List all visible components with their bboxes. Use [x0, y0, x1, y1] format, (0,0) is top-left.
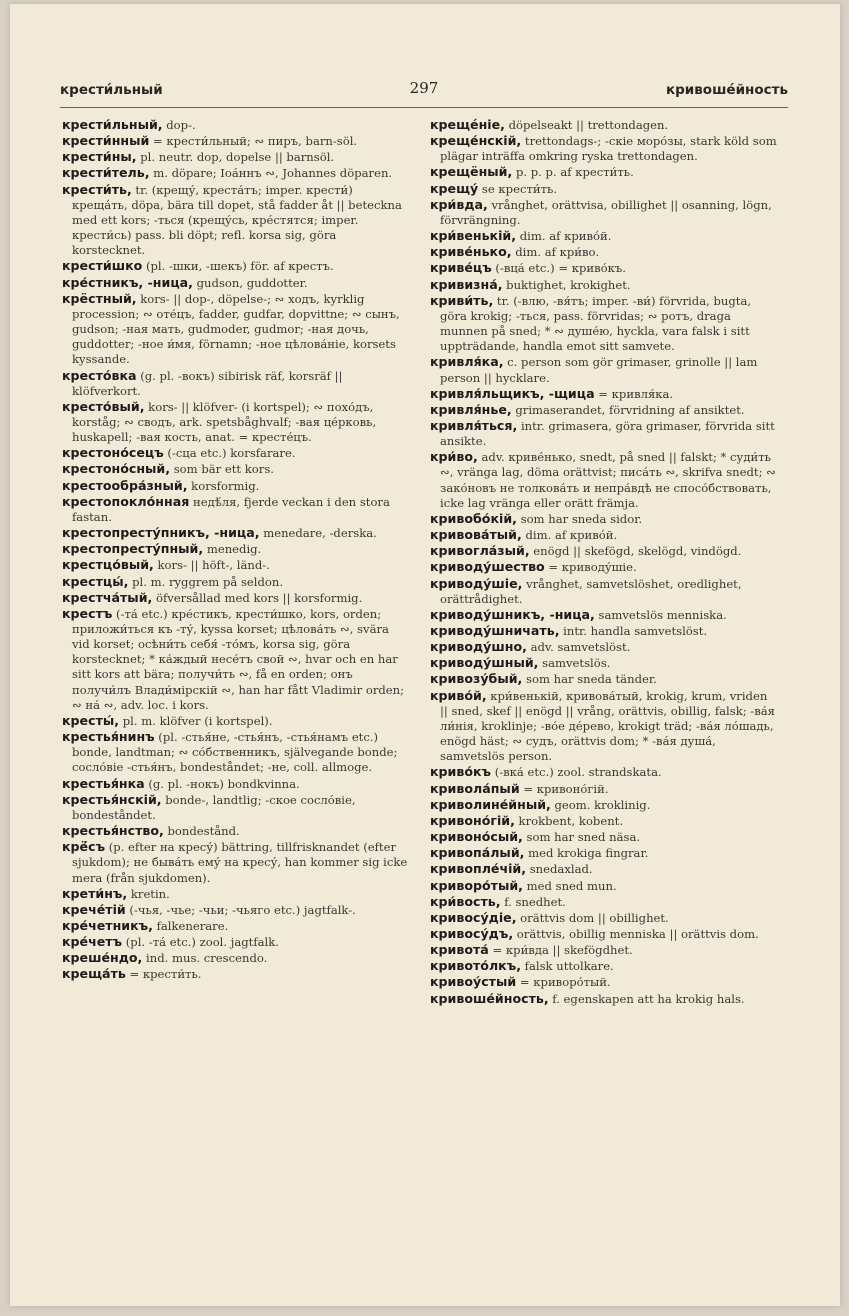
header-divider: [60, 107, 788, 108]
entry-headword: кривозу́бый,: [430, 671, 523, 687]
entry-definition: = кривоно́гій.: [519, 781, 609, 796]
entry-headword: крети́нъ,: [62, 885, 128, 901]
entry-definition: dim. af кривóй.: [516, 229, 612, 244]
entry-headword: кривобо́кій,: [430, 510, 517, 526]
entry-definition: (g. pl. -нокъ) bondkvinna.: [144, 776, 300, 791]
entry-headword: криво́къ: [430, 764, 492, 780]
entry-headword: кре́стникъ, -ница,: [62, 274, 193, 290]
entry-headword: крести́тель,: [62, 165, 150, 181]
entry-definition: (-сца etc.) korsfarare.: [163, 446, 296, 461]
entry-headword: кривизна́,: [430, 276, 503, 292]
entry-headword: кривоше́йность,: [430, 990, 549, 1006]
entry-headword: кресто́вка: [62, 367, 137, 383]
dictionary-entry: [62, 275, 409, 291]
dictionary-entry: [62, 525, 409, 541]
entry-definition: dop-.: [162, 118, 196, 132]
entry-headword: кривля́нье,: [430, 401, 512, 417]
dictionary-entry: [430, 894, 777, 910]
entry-headword: кривола́пый: [430, 780, 520, 796]
dictionary-entry: [62, 165, 409, 181]
entry-headword: кривова́тый,: [430, 527, 522, 543]
entry-definition: buktighet, krokighet.: [502, 277, 631, 292]
entry-definition: som bär ett kors.: [170, 462, 274, 477]
entry-headword: кривля́ться,: [430, 417, 518, 433]
entry-definition: trettondags-; -скіе моро́зы, stark köld som plägar inträffa omkring ryska trettondagen.: [440, 134, 777, 164]
entry-definition: med sned mun.: [522, 878, 617, 893]
entry-definition: vrånghet, orättvisa, obillighet || osanning, lögn, förvrängning.: [440, 197, 772, 227]
entry-definition: geom. kroklinig.: [550, 797, 651, 812]
entry-headword: кресты́,: [62, 712, 120, 728]
entry-headword: крестообра́зный,: [62, 477, 188, 493]
dictionary-entry: [62, 886, 409, 902]
entry-headword: крестья́нскій,: [62, 791, 162, 807]
entry-headword: крещу́: [430, 180, 479, 196]
dictionary-entry: [430, 991, 777, 1007]
entry-definition: snedaxlad.: [526, 862, 593, 877]
dictionary-entry: [430, 386, 777, 402]
entry-headword: кри́вость,: [430, 893, 501, 909]
entry-definition: se крести́ть.: [478, 181, 558, 196]
dictionary-entry: [430, 260, 777, 276]
entry-headword: кре́четъ: [62, 934, 123, 950]
entry-headword: крестья́нинъ: [62, 729, 155, 745]
entry-definition: samvetslös menniska.: [594, 607, 727, 622]
entry-definition: (-вца́ etc.) = криво́къ.: [491, 261, 626, 276]
dictionary-entry: [430, 293, 777, 355]
entry-headword: крестъ: [62, 605, 113, 621]
entry-definition: tr. (крещу́, креста́тъ; imper. крести́) крещáть, döpa, bära till dopet, stå fadder åt || beteckna med ett kors; -ться (крещу́сь, кре́стятся; imper. крести́сь) pass. bli döpt; refl. korsa sig, göra korstecknet.: [72, 182, 402, 258]
entry-definition: falsk uttolkare.: [520, 959, 614, 974]
dictionary-entry: [62, 934, 409, 950]
entry-definition: pl. neutr. dop, dopelse || barnsöl.: [136, 150, 335, 165]
entry-definition: кри́венькій, кривова́тый, krokig, krum, vriden || sned, skef || enögd || vrång, orättvis, obillig, falsk; -ва́я ли́нія, kroklinje; -во́е де́рево, krokigt träd; -ва́я ло́шадь, enögd häst; ∾ судъ, orättvis dom; * -ва́я душа́, samvetslös person.: [440, 688, 775, 764]
entry-headword: кри́вда,: [430, 196, 488, 212]
dictionary-entry: [430, 197, 777, 228]
entry-headword: крестопокло́нная: [62, 493, 190, 509]
entry-definition: = кривля́ка.: [594, 386, 674, 401]
entry-definition: недѣ́ля, fjerde veckan i den stora fastan.: [72, 494, 390, 524]
entry-definition: grimaserandet, förvridning af ansiktet.: [511, 402, 745, 417]
entry-definition: kors- || höft-, länd-.: [153, 558, 270, 573]
entry-headword: криводу́шный,: [430, 655, 539, 671]
dictionary-entry: [430, 910, 777, 926]
entry-definition: dim. af кривóй.: [521, 528, 618, 543]
dictionary-entry: [430, 181, 777, 197]
dictionary-entry: [430, 639, 777, 655]
entry-definition: bondestånd.: [163, 824, 240, 839]
dictionary-entry: [62, 133, 409, 149]
entry-headword: криводу́шіе,: [430, 575, 523, 591]
dictionary-entry: [62, 291, 409, 368]
entry-definition: m. döpare; Іоа́ннъ ∾, Johannes döparen.: [149, 166, 393, 181]
entry-definition: = крести́ть.: [125, 967, 202, 982]
dictionary-entry: [62, 149, 409, 165]
entry-headword: крестоно́сецъ: [62, 445, 164, 461]
entry-headword: криводу́шникъ, -ница,: [430, 606, 595, 622]
entry-headword: крестопресту́пникъ, -ница,: [62, 525, 260, 541]
entry-definition: vrånghet, samvetslöshet, oredlighet, orättrådighet.: [440, 576, 742, 606]
header-right-guideword: кривоше́йность: [665, 82, 788, 98]
entry-headword: креще́нскій,: [430, 133, 522, 149]
entry-headword: кривля́ка,: [430, 354, 504, 370]
page-header: [60, 79, 788, 103]
header-left-guideword: крести́льный: [60, 82, 163, 98]
page-number: 297: [409, 79, 439, 97]
entry-definition: krokbent, kobent.: [514, 813, 624, 828]
entry-definition: c. person som gör grimaser, grinolle || lam person || hycklare.: [440, 355, 758, 385]
entry-headword: крещéніе,: [430, 117, 505, 132]
entry-headword: кри́во,: [430, 449, 478, 465]
entry-headword: кресто́вый,: [62, 398, 145, 414]
entry-headword: криводу́шество: [430, 559, 545, 575]
entry-headword: кривля́льщикъ, -щица: [430, 385, 595, 401]
entry-headword: крё́съ: [62, 839, 106, 855]
dictionary-entry: [62, 776, 409, 792]
right-column: [430, 117, 777, 1007]
entry-definition: = крести́льный; ∾ пиръ, barn-söl.: [149, 134, 358, 149]
entry-definition: dim. af кри́во.: [511, 245, 600, 260]
entry-headword: криволине́йный,: [430, 796, 551, 812]
dictionary-entry: [62, 792, 409, 823]
entry-definition: (pl. -та́ etc.) zool. jagtfalk.: [122, 935, 279, 950]
entry-definition: adv. криве́нько, snedt, på sned || falskt; * суди́ть ∾, vränga lag, döma orättvist; писа́ть ∾, skrifva snedt; ∾ зако́новъ не толкова́ть и непра́вдѣ не спосо́бствовать, icke lag vränga eller orätt främja.: [440, 450, 776, 510]
entry-definition: gudson, guddotter.: [192, 275, 308, 290]
entry-definition: kretin.: [127, 886, 170, 901]
dictionary-entry: [430, 878, 777, 894]
dictionary-entry: [430, 926, 777, 942]
entry-headword: криворо́тый,: [430, 877, 523, 893]
entry-headword: крестья́нка: [62, 775, 145, 791]
entry-definition: pl. m. klöfver (i kortspel).: [119, 713, 273, 728]
dictionary-entry: [62, 368, 409, 399]
entry-definition: = криворо́тый.: [516, 975, 611, 990]
dictionary-entry: [62, 606, 409, 713]
entry-headword: кривоно́сый,: [430, 829, 523, 845]
dictionary-entry: [62, 557, 409, 573]
entry-headword: крестопресту́пный,: [62, 541, 204, 557]
entry-headword: кре́четникъ,: [62, 917, 153, 933]
dictionary-entry: [430, 845, 777, 861]
entry-definition: menedig.: [203, 542, 262, 557]
dictionary-entry: [430, 527, 777, 543]
left-column: [62, 117, 409, 983]
dictionary-entry: [430, 418, 777, 449]
dictionary-entry: [430, 861, 777, 877]
entry-headword: кривоно́гій,: [430, 812, 515, 828]
entry-headword: крести́ны,: [62, 149, 137, 165]
dictionary-entry: [62, 445, 409, 461]
dictionary-entry: [430, 559, 777, 575]
entry-definition: (-вка́ etc.) zool. strandskata.: [491, 765, 662, 780]
entry-headword: кривопа́лый,: [430, 845, 525, 861]
dictionary-entry: [62, 950, 409, 966]
entry-headword: крестоно́сный,: [62, 461, 171, 477]
dictionary-entry: [62, 729, 409, 775]
dictionary-entry: [430, 623, 777, 639]
dictionary-entry: [430, 164, 777, 180]
entry-headword: криве́нько,: [430, 244, 512, 260]
entry-definition: (pl. -шки, -шекъ) för. af крестъ.: [142, 259, 334, 274]
entry-definition: f. snedhet.: [500, 894, 566, 909]
dictionary-entry: [430, 974, 777, 990]
entry-headword: криво́й,: [430, 687, 487, 703]
dictionary-entry: [430, 117, 777, 133]
dictionary-entry: [430, 543, 777, 559]
entry-headword: кривота́: [430, 942, 489, 958]
entry-definition: = криводу́шіе.: [544, 560, 637, 575]
entry-definition: orättvis, obillig menniska || orättvis dom.: [513, 926, 759, 941]
dictionary-entry: [62, 966, 409, 982]
entry-definition: samvetslös.: [538, 656, 611, 671]
dictionary-entry: [430, 655, 777, 671]
dictionary-entry: [430, 797, 777, 813]
dictionary-entry: [430, 764, 777, 780]
dictionary-entry: [430, 688, 777, 765]
entry-headword: крече́тій: [62, 901, 126, 917]
dictionary-entry: [430, 244, 777, 260]
dictionary-entry: [62, 902, 409, 918]
dictionary-entry: [430, 829, 777, 845]
entry-headword: кривоу́стый: [430, 974, 517, 990]
entry-definition: som har sneda tänder.: [522, 672, 657, 687]
entry-definition: korsformig.: [187, 478, 260, 493]
dictionary-entry: [62, 541, 409, 557]
entry-headword: кривото́лкъ,: [430, 958, 521, 974]
entry-definition: (-чья, -чье; -чьи; -чьяго etc.) jagtfalk-.: [125, 902, 356, 917]
entry-definition: som har sneda sidor.: [516, 511, 643, 526]
entry-definition: intr. handla samvetslöst.: [559, 624, 708, 638]
entry-definition: (g. pl. -вокъ) sibirisk räf, korsräf || klöfverkort.: [72, 368, 343, 398]
entry-definition: med krokiga fingrar.: [524, 846, 649, 861]
dictionary-entry: [62, 713, 409, 729]
entry-headword: крестья́нство,: [62, 823, 164, 839]
entry-headword: крёстный,: [62, 290, 137, 306]
entry-definition: falkenerare.: [152, 918, 229, 933]
entry-headword: кривосу́діе,: [430, 909, 517, 925]
entry-definition: som har sned näsa.: [522, 830, 641, 845]
dictionary-entry: [62, 574, 409, 590]
dictionary-entry: [430, 354, 777, 385]
dictionary-entry: [62, 839, 409, 885]
entry-headword: крести́шко: [62, 258, 143, 274]
dictionary-entry: [62, 590, 409, 606]
dictionary-entry: [430, 671, 777, 687]
dictionary-entry: [430, 607, 777, 623]
entry-headword: криви́ть,: [430, 292, 494, 308]
entry-headword: криводу́шничать,: [430, 623, 560, 638]
dictionary-entry: [430, 576, 777, 607]
entry-definition: bonde-, landtlig; -ское сосло́віе, bondeståndet.: [72, 792, 356, 822]
entry-definition: (-та́ etc.) кре́стикъ, крести́шко, kors, orden; приложи́ться къ -ту́, kyssa korset; цѣлова́ть ∾, svära vid korset; осѣни́ть себя́ -то́мъ, korsa sig, göra korstecknet; * ка́ждый несе́тъ свой ∾, hvar och en har sitt kors att bära; получи́ть ∾, få en orden; онъ получи́лъ Влади́мірскій ∾, han har fått Vladimir orden; ∾ на́ ∾, adv. loc. i kors.: [72, 606, 405, 712]
dictionary-entry: [430, 277, 777, 293]
entry-definition: = кри́вда || skefögdhet.: [488, 943, 633, 958]
dictionary-entry: [430, 511, 777, 527]
entry-headword: крестцо́вый,: [62, 557, 154, 573]
entry-headword: креща́ть: [62, 966, 126, 982]
entry-headword: крести́нный: [62, 133, 150, 149]
entry-headword: крести́льный,: [62, 117, 163, 132]
dictionary-entry: [430, 942, 777, 958]
entry-definition: adv. samvetslöst.: [526, 640, 631, 655]
entry-definition: döpelseakt || trettondagen.: [504, 118, 669, 132]
entry-headword: крестча́тый,: [62, 589, 153, 605]
dictionary-entry: [62, 918, 409, 934]
dictionary-entry: [430, 133, 777, 164]
entry-headword: криве́цъ: [430, 260, 492, 276]
dictionary-entry: [430, 813, 777, 829]
entry-headword: крести́ть,: [62, 181, 132, 197]
dictionary-entry: [430, 781, 777, 797]
entry-headword: кривогла́зый,: [430, 543, 530, 559]
entry-definition: öfversållad med kors || korsformig.: [152, 590, 363, 605]
entry-headword: крестцы́,: [62, 573, 129, 589]
dictionary-entry: [62, 478, 409, 494]
entry-definition: (p. efter на кресу́) bättring, tillfrisknandet (efter sjukdom); не быва́ть ему́ на кресу́, han kommer sig icke mera (från sjukdomen).: [72, 840, 408, 885]
dictionary-entry: [430, 958, 777, 974]
entry-definition: menedare, -derska.: [259, 526, 377, 541]
entry-definition: (pl. -стья́не, -стья́нъ, -стья́намъ etc.) bonde, landtman; ∾ со́бственникъ, självegande bonde; сосло́віе -стья́нъ, bondeståndet; -не, coll. allmoge.: [72, 730, 398, 775]
entry-headword: крещёный,: [430, 164, 513, 180]
dictionary-entry: [62, 117, 409, 133]
entry-definition: enögd || skefögd, skelögd, vindögd.: [529, 544, 742, 559]
entry-definition: tr. (-влю, -вя́тъ; imper. -ви́) förvrida, bugta, göra krokig; -ться, pass. förvridas; ∾ ротъ, draga munnen på sned; * ∾ душе́ю, hyckla, vara falsk i sitt uppträdande, handla emot sitt samvete.: [440, 293, 752, 354]
dictionary-entry: [62, 258, 409, 274]
entry-headword: кри́венькій,: [430, 228, 517, 244]
entry-headword: креше́ндо,: [62, 950, 143, 966]
dictionary-entry: [430, 449, 777, 511]
dictionary-entry: [62, 494, 409, 525]
entry-definition: kors- || klöfver- (i kortspel); ∾ похо́дъ, korståg; ∾ сводъ, ark. spetsbåghvalf; -вая це́рковь, huskapell; -вая кость, anat. = кресте́цъ.: [72, 399, 377, 445]
dictionary-entry: [62, 182, 409, 259]
entry-definition: kors- || dop-, döpelse-; ∾ ходъ, kyrklig procession; ∾ оте́цъ, fadder, gudfar, dopvittne; ∾ сынъ, gudson; -ная мать, gudmoder, gudmor; -ная дочь, guddotter; -ное и́мя, förnamn; -ное цѣлова́ніе, korsets kyssande.: [72, 291, 400, 367]
entry-definition: p. p. p. af крести́ть.: [512, 165, 634, 180]
entry-headword: кривосу́дъ,: [430, 925, 514, 941]
entry-definition: f. egenskapen att ha krokig hals.: [548, 991, 745, 1006]
dictionary-entry: [62, 461, 409, 477]
dictionary-page: [10, 4, 840, 1306]
entry-definition: pl. m. ryggrem på seldon.: [128, 574, 284, 589]
dictionary-entry: [430, 228, 777, 244]
entry-definition: ind. mus. crescendo.: [142, 951, 268, 966]
entry-headword: кривопле́чій,: [430, 861, 527, 877]
entry-definition: orättvis dom || obillighet.: [516, 910, 669, 925]
dictionary-entry: [62, 823, 409, 839]
entry-headword: криводу́шно,: [430, 639, 527, 655]
dictionary-entry: [430, 402, 777, 418]
dictionary-entry: [62, 399, 409, 445]
entry-definition: intr. grimasera, göra grimaser, förvrida sitt ansikte.: [440, 418, 775, 449]
